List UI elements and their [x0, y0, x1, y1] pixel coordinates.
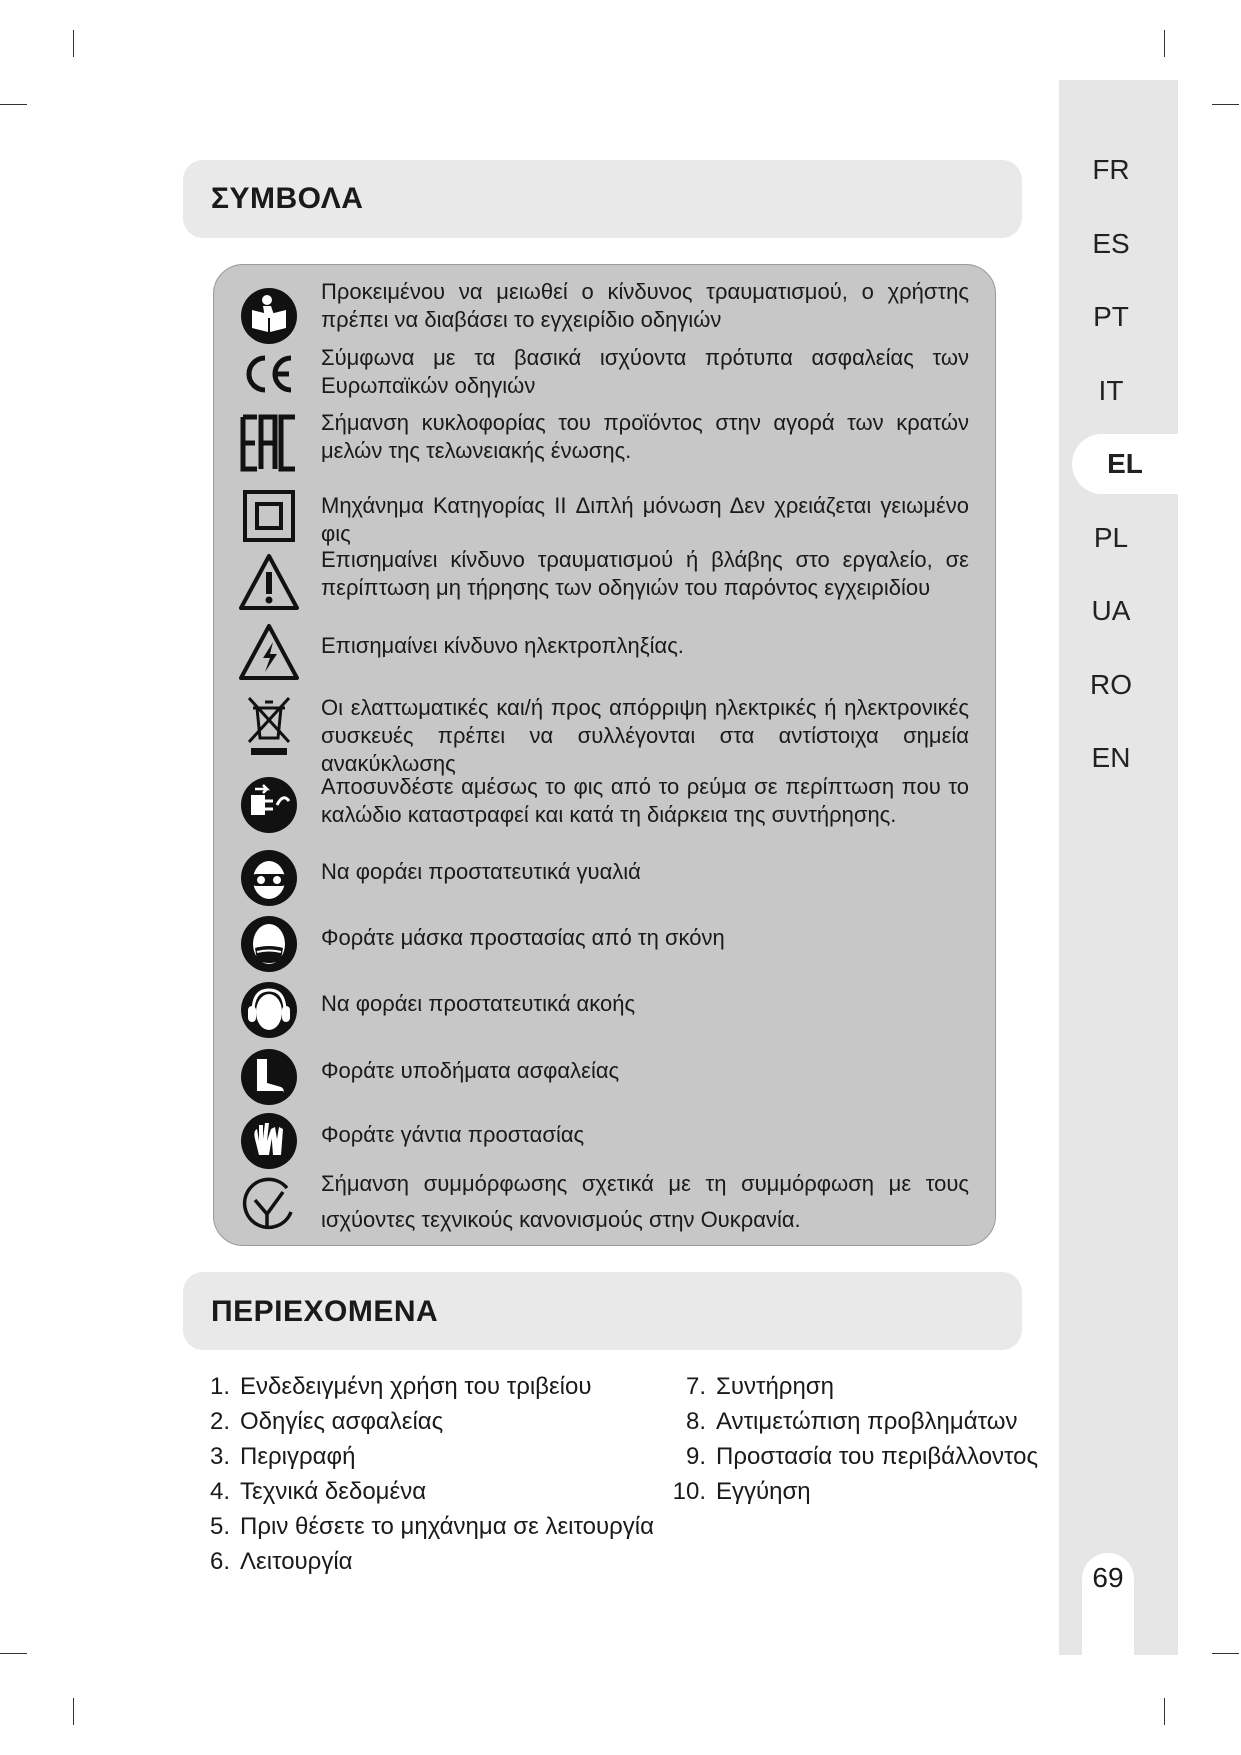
lang-tab-es[interactable]: ES [1092, 228, 1130, 259]
symbol-description: Επισημαίνει κίνδυνο ηλεκτροπληξίας. [321, 633, 684, 658]
lang-tab-ua[interactable]: UA [1091, 595, 1131, 626]
toc-item[interactable] [672, 1439, 1038, 1474]
symbol-description: Να φοράει προστατευτικά ακοής [321, 991, 636, 1016]
symbol-description: Οι ελαττωματικές και/ή προς απόρριψη ηλεκτρικές ή ηλεκτρονικές συσκευές πρέπει να συλλέγονται στα αντίστοιχα σημεία ανακύκλωσης [321, 695, 969, 776]
crop-mark [73, 1698, 74, 1725]
symbol-description: Φοράτε υποδήματα ασφαλείας [321, 1058, 620, 1083]
weee-bin-icon [237, 694, 301, 758]
toc-item-number: 7. [685, 1373, 706, 1400]
symbol-description: Σήμανση συμμόρφωσης σχετικά με τη συμμόρφωση με τους ισχύοντες τεχνικούς κανονισμούς στην Ουκρανία. [321, 1171, 969, 1232]
lang-tab-pt[interactable]: PT [1093, 301, 1129, 332]
crop-mark [1212, 104, 1239, 105]
toc-item-number: 3. [209, 1443, 230, 1470]
crop-mark [0, 104, 27, 105]
eac-mark-icon [237, 411, 301, 475]
lang-tab-el-active[interactable]: EL [1072, 434, 1178, 494]
toc-item-number: 5. [209, 1513, 230, 1540]
lang-tab-it[interactable]: IT [1098, 375, 1124, 406]
safety-glasses-icon [237, 846, 301, 910]
lang-tab-pl[interactable]: PL [1093, 522, 1129, 553]
page-number: 69 [1092, 1562, 1124, 1593]
unplug-icon [237, 773, 301, 837]
toc-item-number: 8. [685, 1408, 706, 1435]
toc-item-label: Οδηγίες ασφαλείας [240, 1408, 444, 1435]
gloves-icon [237, 1109, 301, 1173]
read-manual-icon [237, 284, 301, 348]
electric-shock-icon [237, 620, 301, 684]
toc-item-number: 6. [209, 1548, 230, 1575]
toc-item-number: 2. [209, 1408, 230, 1435]
double-insulation-icon [237, 484, 301, 548]
toc-item[interactable] [672, 1474, 1038, 1509]
toc-item-label: Πριν θέσετε το μηχάνημα σε λειτουργία [240, 1513, 654, 1540]
crop-mark [1212, 1653, 1239, 1654]
symbol-description: Μηχάνημα Κατηγορίας II Διπλή μόνωση Δεν χρειάζεται γειωμένο φις [321, 493, 969, 546]
toc-item[interactable] [672, 1404, 1038, 1439]
symbol-description: Σήμανση κυκλοφορίας του προϊόντος στην αγορά των κρατών μελών της τελωνειακής ένωσης. [321, 410, 969, 463]
lang-tab-fr[interactable]: FR [1092, 154, 1130, 185]
symbol-description: Να φοράει προστατευτικά γυαλιά [321, 859, 641, 884]
ear-protection-icon [237, 978, 301, 1042]
toc-item[interactable] [672, 1369, 1038, 1404]
crop-mark [73, 30, 74, 57]
warning-icon [237, 550, 301, 614]
crop-mark [0, 1653, 27, 1654]
toc-item-label: Τεχνικά δεδομένα [240, 1478, 427, 1505]
ukraine-conformity-icon [237, 1172, 301, 1236]
toc-item-label: Προστασία του περιβάλλοντος [716, 1443, 1039, 1470]
toc-right-column [672, 1369, 1038, 1509]
symbol-description: Επισημαίνει κίνδυνο τραυματισμού ή βλάβης στο εργαλείο, σε περίπτωση μη τήρησης των οδηγιών του παρόντος εγχειριδίου [321, 547, 969, 600]
toc-item-number: 9. [685, 1443, 706, 1470]
contents-heading: ΠΕΡΙΕΧΟΜΕΝΑ [211, 1295, 439, 1328]
toc-item-number: 4. [209, 1478, 230, 1505]
symbols-heading: ΣΥΜΒΟΛΑ [211, 182, 364, 215]
toc-item[interactable] [196, 1404, 654, 1439]
crop-mark [1164, 1698, 1165, 1725]
toc-left-column [196, 1369, 654, 1579]
toc-item[interactable] [196, 1369, 654, 1404]
toc-item-label: Εγγύηση [716, 1478, 811, 1505]
toc-item-label: Αντιμετώπιση προβλημάτων [716, 1408, 1018, 1435]
toc-item-label: Περιγραφή [240, 1443, 356, 1470]
symbol-description: Σύμφωνα με τα βασικά ισχύοντα πρότυπα ασφαλείας των Ευρωπαϊκών οδηγιών [321, 345, 969, 398]
symbol-description: Φοράτε μάσκα προστασίας από τη σκόνη [321, 925, 725, 950]
toc-item-label: Ενδεδειγμένη χρήση του τριβείου [240, 1373, 592, 1400]
toc-item[interactable] [196, 1509, 654, 1544]
symbol-description: Προκειμένου να μειωθεί ο κίνδυνος τραυματισμού, ο χρήστης πρέπει να διαβάσει το εγχειρίδιο οδηγιών [321, 279, 969, 332]
dust-mask-icon [237, 912, 301, 976]
toc-item-label: Λειτουργία [240, 1548, 353, 1575]
crop-mark [1164, 30, 1165, 57]
toc-item[interactable] [196, 1439, 654, 1474]
lang-tab-ro[interactable]: RO [1090, 669, 1132, 700]
symbol-description: Φοράτε γάντια προστασίας [321, 1122, 585, 1147]
toc-item-label: Συντήρηση [716, 1373, 834, 1400]
lang-tab-en[interactable]: EN [1091, 742, 1131, 773]
toc-item[interactable] [196, 1544, 654, 1579]
symbol-description: Αποσυνδέστε αμέσως το φις από το ρεύμα σε περίπτωση που το καλώδιο καταστραφεί και κατά τη διάρκεια της συντήρησης. [321, 774, 969, 827]
safety-boots-icon [237, 1045, 301, 1109]
ce-mark-icon [237, 342, 301, 406]
toc-item-number: 10. [672, 1478, 706, 1505]
toc-item[interactable] [196, 1474, 654, 1509]
toc-item-number: 1. [209, 1373, 230, 1400]
